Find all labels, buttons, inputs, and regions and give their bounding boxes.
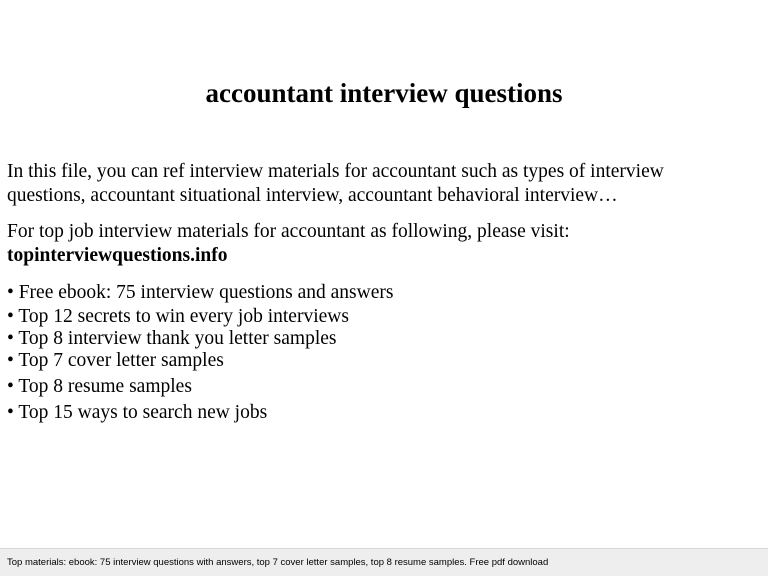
slide-body xyxy=(7,160,762,425)
resource-list xyxy=(7,281,762,425)
list-item: • Top 8 resume samples xyxy=(7,376,192,397)
visit-line: For top job interview materials for accountant as following, please visit: xyxy=(7,221,570,242)
slide-title: accountant interview questions xyxy=(205,78,563,108)
website-text: topinterviewquestions.info xyxy=(7,245,228,266)
intro-line-1: In this file, you can ref interview materials for accountant such as types of interview xyxy=(7,161,664,182)
list-item: • Top 15 ways to search new jobs xyxy=(7,402,268,423)
list-item: • Top 12 secrets to win every job interviews xyxy=(7,306,349,327)
list-item: • Free ebook: 75 interview questions and answers xyxy=(7,282,394,303)
list-item: • Top 7 cover letter samples xyxy=(7,350,224,371)
footer-bar xyxy=(0,548,768,576)
list-item: • Top 8 interview thank you letter samples xyxy=(7,328,337,349)
intro-line-2: questions, accountant situational interview, accountant behavioral interview… xyxy=(7,185,618,206)
intro-paragraph xyxy=(7,160,762,208)
footer-text: Top materials: ebook: 75 interview questions with answers, top 7 cover letter samples, top 8 resume samples. Free pdf download xyxy=(7,557,549,568)
visit-paragraph xyxy=(7,220,762,268)
